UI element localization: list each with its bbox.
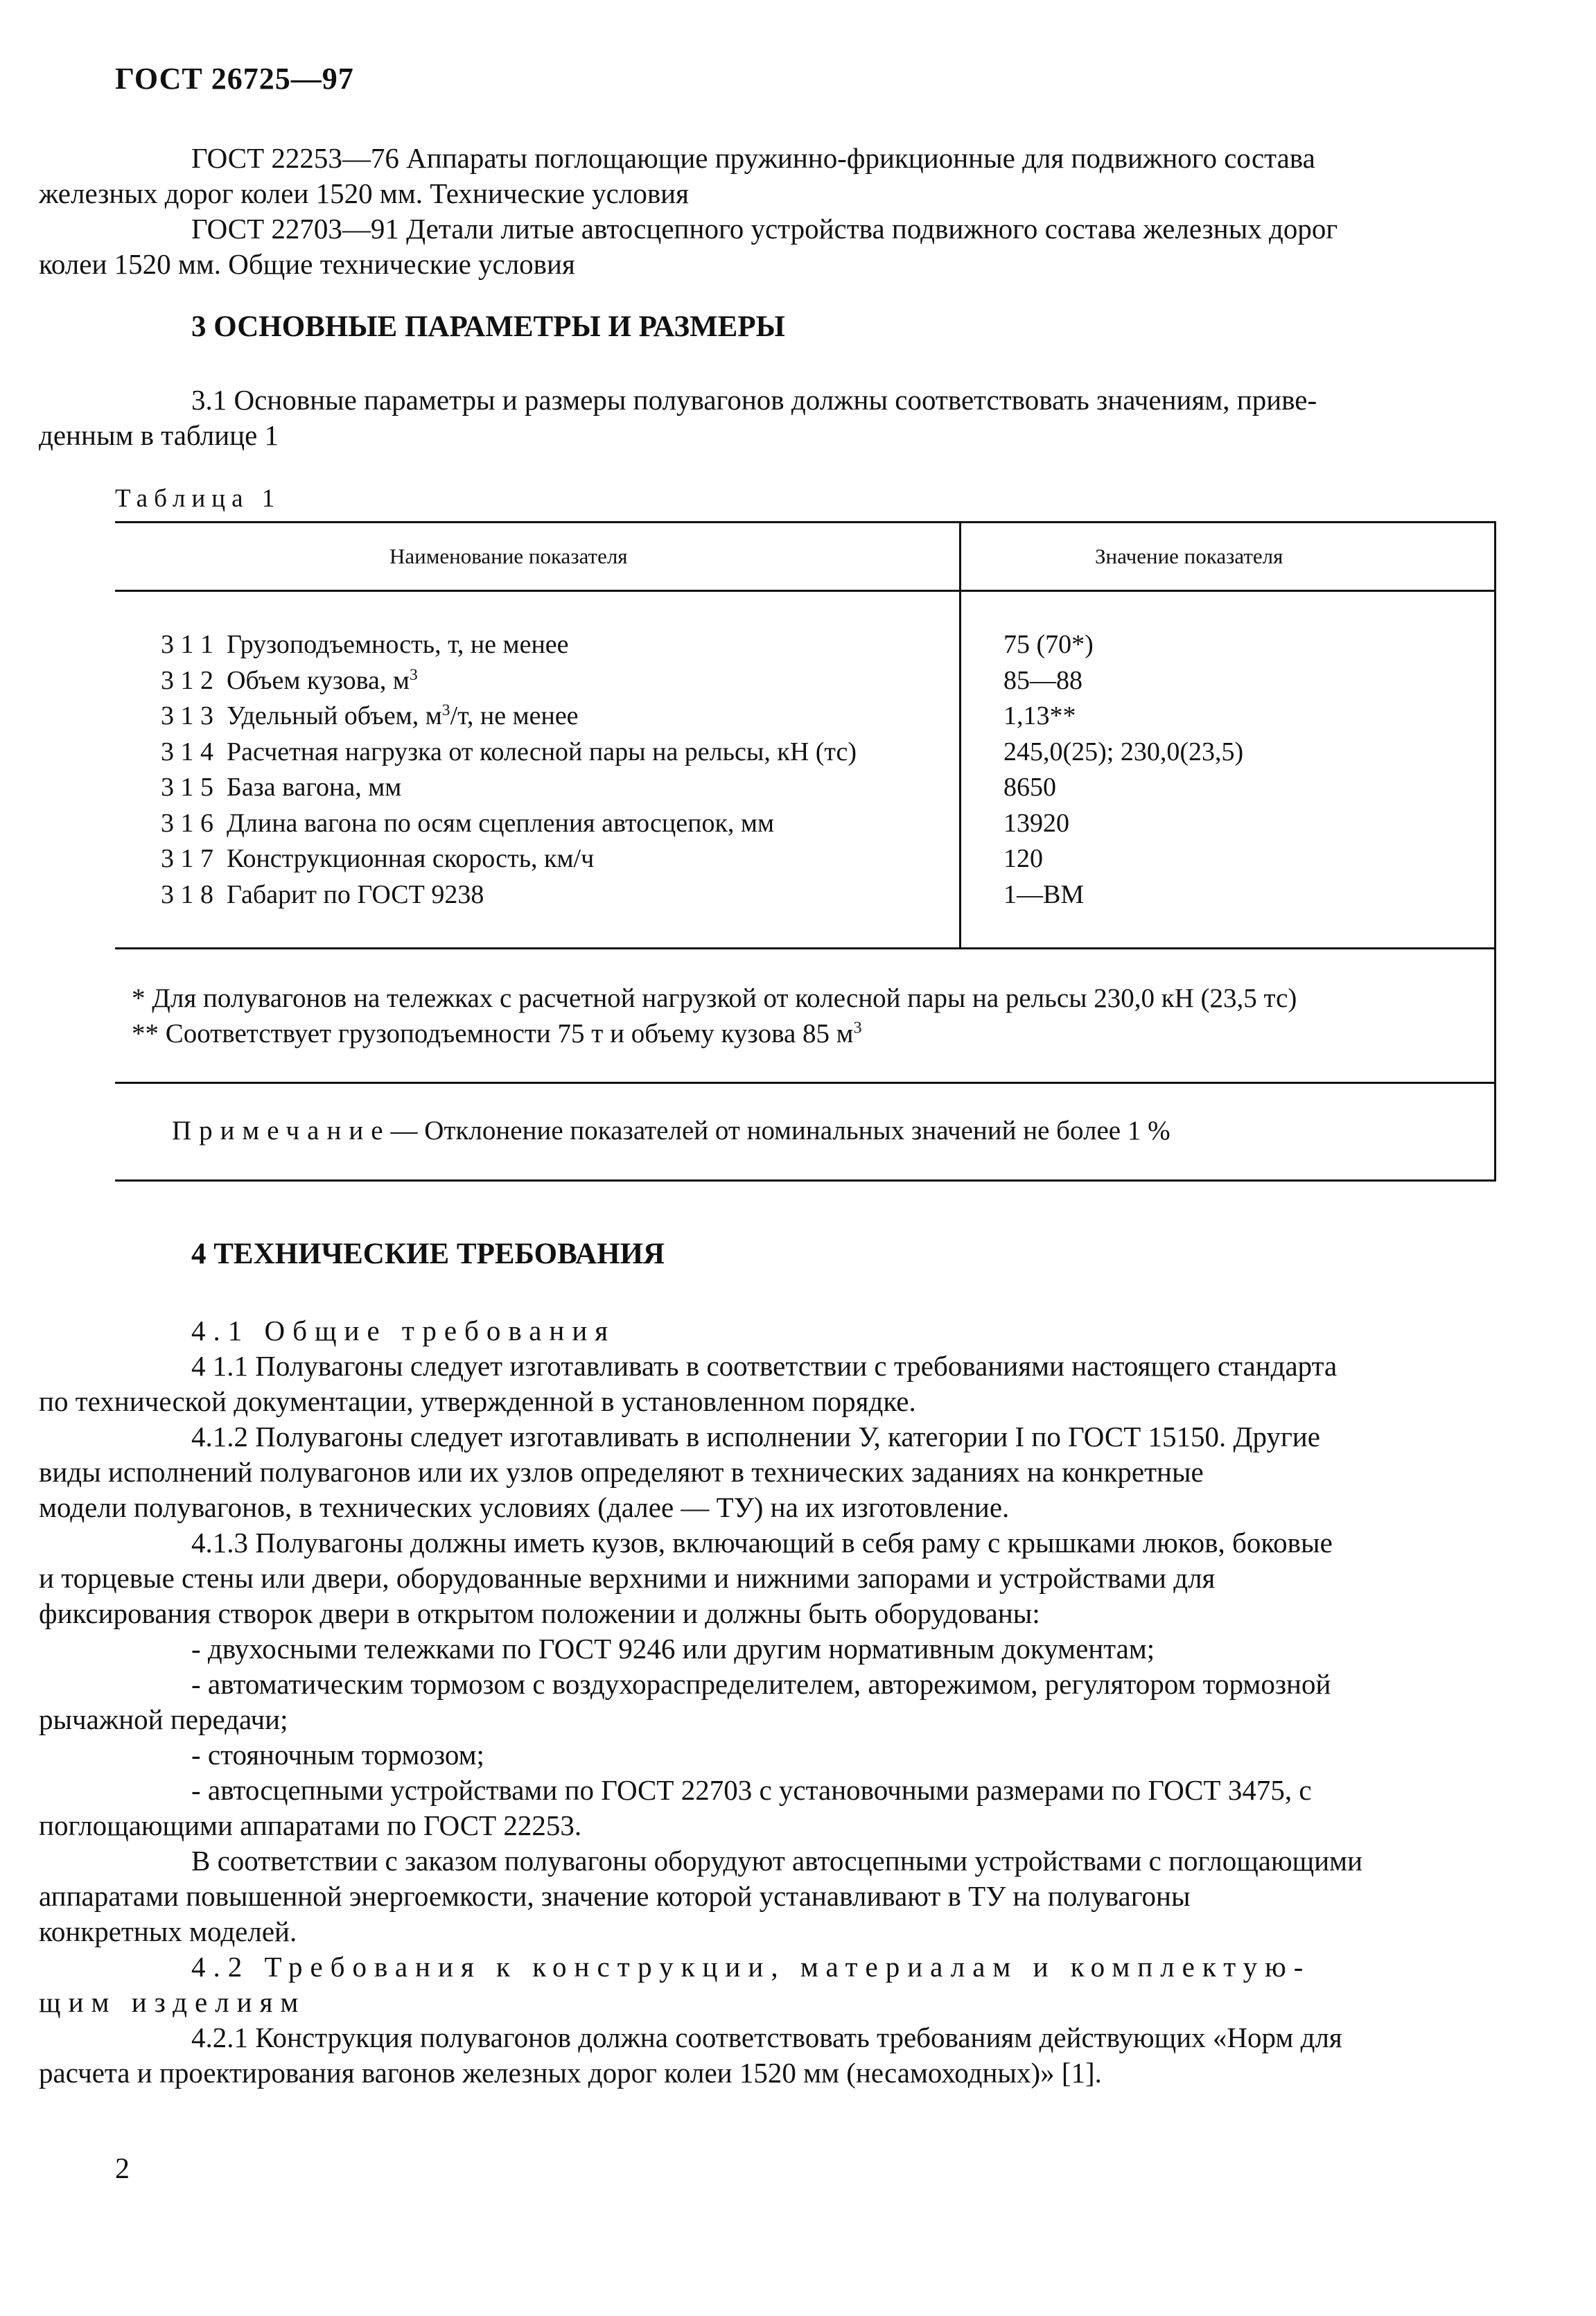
column-header-value: Значение показателя: [1095, 544, 1283, 568]
note-label: Примечание: [172, 1116, 391, 1146]
table-cell-value: 1—ВМ: [1003, 879, 1085, 909]
list-item-couplers: - автосцепными устройствами по ГОСТ 22703 с установочными размерами по ГОСТ 3475, с поглощающими аппаратами по ГОСТ 22253.: [39, 1774, 1312, 1841]
paragraph-4-1-3: 4.1.3 Полувагоны должны иметь кузов, включающий в себя раму с крышками люков, боковые и торцевые стены или двери, оборудованные верхними и нижними запорами и устройствами для фиксирования створок двери в открытом положении и должны быть оборудованы:: [39, 1527, 1333, 1629]
paragraph-4-1-1: 4 1.1 Полувагоны следует изготавливать в соответствии с требованиями настоящего стандарта по технической документации, утвержденной в установленном порядке.: [39, 1350, 1338, 1417]
standard-code: ГОСТ 26725—97: [115, 62, 354, 96]
footnote-divider: [115, 1082, 1494, 1084]
normative-references: [39, 141, 1498, 282]
table-row: 3 1 4 Расчетная нагрузка от колесной пары на рельсы, кН (тс): [161, 737, 857, 766]
table-row: 3 1 5 База вагона, мм: [161, 773, 402, 802]
subsection-4-1-title: 4.1 Общие требования: [191, 1315, 616, 1346]
table-cell-value: 8650: [1003, 773, 1056, 802]
table-bottom-border: [115, 1179, 1494, 1182]
table-cell-value: 245,0(25); 230,0(23,5): [1003, 737, 1244, 766]
table-footnotes: [132, 981, 1297, 1051]
paragraph-order: В соответствии с заказом полувагоны оборудуют автосцепными устройствами с поглощающими аппаратами повышенной энергоемкости, значение которой устанавливают в ТУ на полувагоны конкретных моделей.: [39, 1845, 1363, 1947]
section-4-body: [39, 1313, 1498, 2091]
table-row: 3 1 7 Конструкционная скорость, км/ч: [161, 844, 595, 873]
p31-line: денным в таблице 1: [39, 419, 279, 451]
paragraph-3-1: [39, 383, 1498, 453]
table-names-column: [161, 627, 857, 913]
ref-line: ГОСТ 22253—76 Аппараты поглощающие пружинно-фрикционные для подвижного состава: [191, 142, 1315, 174]
table-row: 3 1 3 Удельный объем, $м^3/т$, не менее: [161, 701, 579, 730]
table-cell-value: 13920: [1003, 808, 1069, 838]
table-row: 3 1 2 Объем кузова, $м^3$: [161, 665, 418, 695]
paragraph-4-1-2: 4.1.2 Полувагоны следует изготавливать в исполнении У, категории I по ГОСТ 15150. Другие виды исполнений полувагонов или их узлов определяют в технических заданиях на конкретные модели полувагонов, в технических условиях (далее — ТУ) на их изготовление.: [39, 1421, 1320, 1523]
parameters-table: [115, 521, 1496, 1182]
note-text: — Отклонение показателей от номинальных значений не более 1 %: [390, 1116, 1170, 1146]
column-divider: [959, 523, 961, 947]
section-3-heading: 3 ОСНОВНЫЕ ПАРАМЕТРЫ И РАЗМЕРЫ: [191, 310, 785, 343]
page-number: 2: [115, 2153, 130, 2185]
table-cell-value: 75 (70*): [1003, 630, 1094, 659]
header-divider: [115, 590, 1494, 592]
table-row: 3 1 1 Грузоподъемность, т, не менее: [161, 630, 569, 659]
reference-gost-22253: [39, 141, 1498, 211]
list-item-bogies: - двухосными тележками по ГОСТ 9246 или другим нормативным документам;: [191, 1633, 1155, 1665]
p31-line: 3.1 Основные параметры и размеры полувагонов должны соответствовать значениям, приве-: [191, 384, 1317, 416]
footnote-2: ** Соответствует грузоподъемности 75 т и объему кузова 85 $м^3$: [132, 1018, 862, 1049]
reference-gost-22703: [39, 211, 1498, 282]
table-values-column: [1003, 627, 1243, 913]
footnote-1: * Для полувагонов на тележках с расчетной нагрузкой от колесной пары на рельсы 230,0 кН (23,5 тс): [132, 983, 1297, 1013]
ref-line: ГОСТ 22703—91 Детали литые автосцепного устройства подвижного состава железных дорог: [191, 213, 1338, 245]
paragraph-4-2-1: 4.2.1 Конструкция полувагонов должна соответствовать требованиям действующих «Норм для расчета и проектирования вагонов железных дорог колеи 1520 мм (несамоходных)» [1].: [39, 2021, 1342, 2089]
table-cell-value: 85—88: [1003, 665, 1082, 695]
list-item-brake: - автоматическим тормозом с воздухораспределителем, авторежимом, регулятором тормозной рычажной передачи;: [39, 1668, 1331, 1735]
table-row: 3 1 8 Габарит по ГОСТ 9238: [161, 879, 484, 909]
body-divider: [115, 947, 1494, 949]
table-cell-value: 1,13**: [1003, 701, 1076, 730]
subsection-4-2-title: 4.2 Требования к конструкции, материалам и комплектую- щим изделиям: [39, 1951, 1311, 2018]
column-header-name: Наименование показателя: [389, 544, 628, 568]
section-4-heading: 4 ТЕХНИЧЕСКИЕ ТРЕБОВАНИЯ: [191, 1238, 665, 1270]
list-item-parking-brake: - стояночным тормозом;: [191, 1739, 484, 1771]
table-note: [172, 1113, 1170, 1148]
table-row: 3 1 6 Длина вагона по осям сцепления автосцепок, мм: [161, 808, 775, 838]
ref-line: железных дорог колеи 1520 мм. Технические условия: [39, 177, 689, 209]
table-cell-value: 120: [1003, 844, 1043, 873]
ref-line: колеи 1520 мм. Общие технические условия: [39, 248, 575, 280]
table-caption: Таблица 1: [115, 484, 281, 513]
